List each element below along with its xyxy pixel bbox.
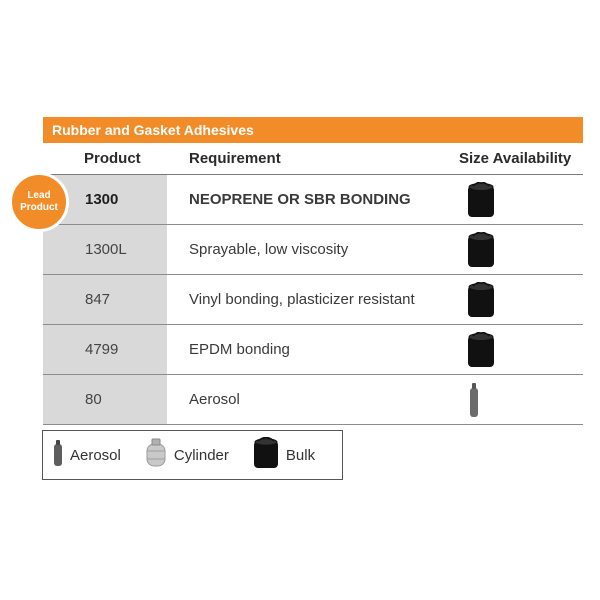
requirement-cell: Sprayable, low viscosity bbox=[189, 241, 349, 258]
table-row bbox=[43, 325, 583, 375]
bulk-can-icon bbox=[467, 225, 495, 274]
requirement-cell: Aerosol bbox=[189, 391, 240, 408]
lead-badge-line1: Lead bbox=[27, 190, 51, 201]
product-cell: 1300 bbox=[85, 191, 119, 208]
header-requirement: Requirement bbox=[189, 150, 281, 167]
table-title: Rubber and Gasket Adhesives bbox=[43, 117, 583, 143]
lead-badge-line2: Product bbox=[20, 202, 58, 213]
product-cell: 1300L bbox=[85, 241, 127, 258]
bulk-can-icon bbox=[253, 437, 279, 473]
bulk-can-icon bbox=[467, 175, 495, 224]
legend-label-bulk: Bulk bbox=[285, 446, 316, 464]
table-row bbox=[43, 175, 583, 225]
legend-label-cylinder: Cylinder bbox=[173, 446, 229, 464]
bulk-can-icon bbox=[467, 325, 495, 374]
table-row bbox=[43, 225, 583, 275]
product-cell: 80 bbox=[85, 391, 102, 408]
header-product: Product bbox=[84, 150, 141, 167]
requirement-cell: EPDM bonding bbox=[189, 341, 290, 358]
aerosol-can-icon bbox=[53, 439, 63, 471]
aerosol-can-icon bbox=[469, 375, 479, 424]
product-cell: 847 bbox=[85, 291, 111, 308]
adhesives-table bbox=[43, 117, 583, 425]
size-legend bbox=[42, 430, 343, 480]
legend-label-aerosol: Aerosol bbox=[70, 446, 121, 464]
header-size-availability: Size Availability bbox=[459, 150, 572, 167]
legend-item-cylinder bbox=[145, 438, 229, 472]
table-row bbox=[43, 275, 583, 325]
requirement-cell: Vinyl bonding, plasticizer resistant bbox=[189, 291, 415, 308]
lead-product-badge bbox=[9, 172, 69, 232]
bulk-can-icon bbox=[467, 275, 495, 324]
legend-item-aerosol bbox=[53, 439, 121, 471]
table-header-row bbox=[43, 143, 583, 175]
legend-item-bulk bbox=[253, 437, 315, 473]
requirement-cell: NEOPRENE OR SBR BONDING bbox=[189, 191, 411, 208]
table-row bbox=[43, 375, 583, 425]
cylinder-icon bbox=[145, 438, 167, 472]
product-cell: 4799 bbox=[85, 341, 119, 358]
